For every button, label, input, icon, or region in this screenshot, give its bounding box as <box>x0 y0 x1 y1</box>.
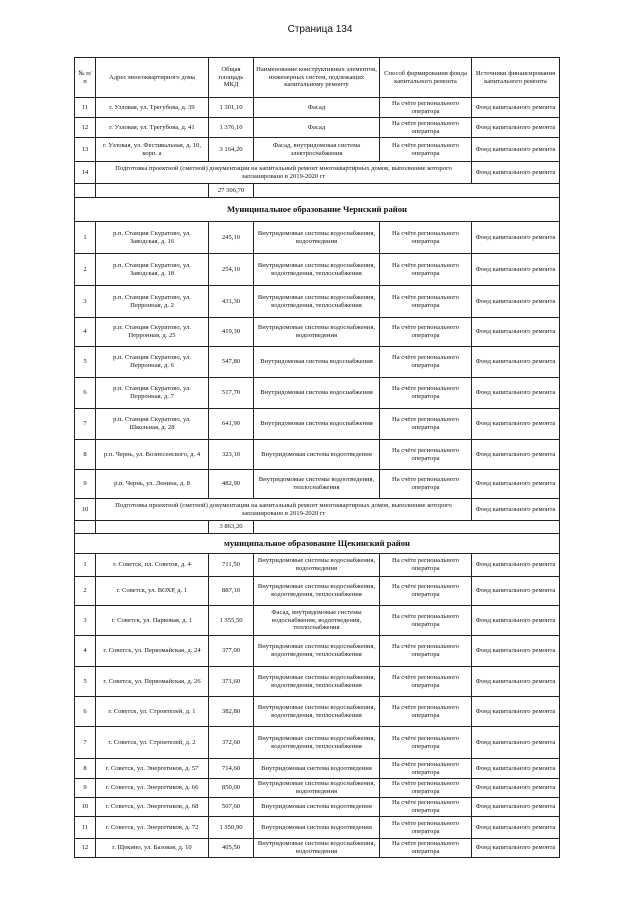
row-source: Фонд капитального ремонта <box>472 138 560 162</box>
row-works: Внутридомовая система водоотведения <box>254 440 380 470</box>
total-row <box>75 184 560 198</box>
section-title-row <box>75 198 560 222</box>
row-source: Фонд капитального ремонта <box>472 697 560 727</box>
row-address: г. Советск, ул. Энергетиков, д. 68 <box>96 798 209 817</box>
row-method: На счёте регионального оператора <box>380 118 472 138</box>
row-number: 12 <box>75 118 96 138</box>
row-source: Фонд капитального ремонта <box>472 798 560 817</box>
table-row <box>75 347 560 378</box>
row-source: Фонд капитального ремонта <box>472 162 560 184</box>
table-row <box>75 470 560 499</box>
table-row <box>75 286 560 318</box>
table-row <box>75 222 560 254</box>
row-works: Внутридомовая система водоотведения <box>254 817 380 839</box>
row-area: 547,80 <box>209 347 254 378</box>
row-area: 507,60 <box>209 798 254 817</box>
row-source: Фонд капитального ремонта <box>472 98 560 118</box>
row-source: Фонд капитального ремонта <box>472 440 560 470</box>
row-source: Фонд капитального ремонта <box>472 667 560 697</box>
table-row <box>75 779 560 798</box>
row-works: Внутридомовая система водоснабжения <box>254 378 380 409</box>
row-area: 482,90 <box>209 470 254 499</box>
row-method: На счёте регионального оператора <box>380 318 472 347</box>
row-works: Внутридомовая система водоотведения <box>254 798 380 817</box>
row-number: 4 <box>75 636 96 667</box>
row-works: Внутридомовые системы водоснабжения, водоотведения, теплоснабжения <box>254 727 380 759</box>
table-row <box>75 727 560 759</box>
row-source: Фонд капитального ремонта <box>472 817 560 839</box>
table-row <box>75 440 560 470</box>
table-row <box>75 378 560 409</box>
row-works: Фасад <box>254 118 380 138</box>
row-number: 6 <box>75 378 96 409</box>
row-method: На счёте регионального оператора <box>380 378 472 409</box>
row-number: 4 <box>75 318 96 347</box>
table-row <box>75 577 560 606</box>
row-method: На счёте регионального оператора <box>380 636 472 667</box>
col-header-area: Общая площадь МКД <box>209 58 254 98</box>
row-source: Фонд капитального ремонта <box>472 347 560 378</box>
row-number: 9 <box>75 779 96 798</box>
row-area: 405,50 <box>209 839 254 858</box>
row-source: Фонд капитального ремонта <box>472 554 560 577</box>
row-method: На счёте регионального оператора <box>380 759 472 779</box>
table-body <box>75 98 560 858</box>
row-method: На счёте регионального оператора <box>380 347 472 378</box>
design-docs-text: Подготовка проектной (сметной) документации на капитальный ремонт многоквартирных домов, выполнение которого запланировано в 2019-2020 гг <box>96 499 472 521</box>
page-label: Страница 134 <box>287 24 353 35</box>
capital-repair-table <box>74 57 560 858</box>
row-address: г. Узловая, ул. Трегубова, д. 41 <box>96 118 209 138</box>
row-works: Внутридомовая система водоотведения <box>254 759 380 779</box>
row-address: г. Советск, ул. Строителей, д. 2 <box>96 727 209 759</box>
row-area: 1 355,50 <box>209 606 254 636</box>
row-works: Внутридомовые системы водоснабжения, водоотведения, теплоснабжения <box>254 697 380 727</box>
total-area: 27 306,70 <box>209 184 254 198</box>
row-number: 1 <box>75 554 96 577</box>
row-area: 714,60 <box>209 759 254 779</box>
row-area: 323,10 <box>209 440 254 470</box>
row-method: На счёте регионального оператора <box>380 727 472 759</box>
row-source: Фонд капитального ремонта <box>472 577 560 606</box>
row-address: р.п. Станция Скуратово, ул. Перронная, д. 7 <box>96 378 209 409</box>
row-address: г. Советск, ул. ВОХР, д. 1 <box>96 577 209 606</box>
row-method: На счёте регионального оператора <box>380 667 472 697</box>
row-method: На счёте регионального оператора <box>380 798 472 817</box>
row-works: Внутридомовые системы водоснабжения, водоотведения <box>254 779 380 798</box>
row-works: Фасад, внутридомовая система электроснабжения <box>254 138 380 162</box>
row-address: р.п. Станция Скуратово, ул. Перронная, д. 2 <box>96 286 209 318</box>
row-source: Фонд капитального ремонта <box>472 759 560 779</box>
row-address: г. Советск, ул. Энергетиков, д. 66 <box>96 779 209 798</box>
total-area: 3 863,20 <box>209 521 254 534</box>
row-method: На счёте регионального оператора <box>380 138 472 162</box>
row-address: р.п. Станция Скуратово, ул. Заводская, д. 18 <box>96 254 209 286</box>
row-address: г. Узловая, ул. Трегубова, д. 39 <box>96 98 209 118</box>
row-area: 377,00 <box>209 636 254 667</box>
total-empty-address <box>96 521 209 534</box>
row-source: Фонд капитального ремонта <box>472 378 560 409</box>
row-works: Внутридомовые системы водоснабжения, водоотведения, теплоснабжения <box>254 286 380 318</box>
row-address: г. Советск, пл. Советов, д. 4 <box>96 554 209 577</box>
total-empty-rest <box>254 521 560 534</box>
total-row <box>75 521 560 534</box>
total-empty-num <box>75 184 96 198</box>
row-number: 8 <box>75 440 96 470</box>
row-method: На счёте регионального оператора <box>380 470 472 499</box>
row-works: Внутридомовые системы водоснабжения, водоотведения, теплоснабжения <box>254 577 380 606</box>
row-number: 11 <box>75 98 96 118</box>
row-method: На счёте регионального оператора <box>380 554 472 577</box>
row-number: 2 <box>75 577 96 606</box>
table-row <box>75 759 560 779</box>
total-empty-address <box>96 184 209 198</box>
table-row <box>75 606 560 636</box>
row-source: Фонд капитального ремонта <box>472 606 560 636</box>
row-works: Внутридомовые системы водоснабжения, водоотведения, теплоснабжения <box>254 636 380 667</box>
table-row <box>75 318 560 347</box>
row-number: 1 <box>75 222 96 254</box>
row-address: г. Советск, ул. Первомайская, д. 24 <box>96 636 209 667</box>
row-address: р.п. Станция Скуратово, ул. Перронная, д. 25 <box>96 318 209 347</box>
row-method: На счёте регионального оператора <box>380 606 472 636</box>
total-empty-rest <box>254 184 560 198</box>
row-works: Внутридомовые системы водоснабжения, водоотведения <box>254 222 380 254</box>
row-number: 5 <box>75 667 96 697</box>
row-works: Фасад, внутридомовые системы водоснабжения, водоотведения, теплоснабжения <box>254 606 380 636</box>
row-works: Внутридомовые системы водоснабжения, водоотведения, теплоснабжения <box>254 254 380 286</box>
row-number: 9 <box>75 470 96 499</box>
table-row <box>75 118 560 138</box>
row-number: 10 <box>75 798 96 817</box>
row-source: Фонд капитального ремонта <box>472 254 560 286</box>
row-method: На счёте регионального оператора <box>380 817 472 839</box>
row-source: Фонд капитального ремонта <box>472 636 560 667</box>
row-source: Фонд капитального ремонта <box>472 318 560 347</box>
table-row <box>75 697 560 727</box>
row-method: На счёте регионального оператора <box>380 409 472 440</box>
row-number: 14 <box>75 162 96 184</box>
table-row <box>75 98 560 118</box>
row-works: Внутридомовые системы водоснабжения, водоотведения <box>254 318 380 347</box>
row-area: 711,50 <box>209 554 254 577</box>
row-method: На счёте регионального оператора <box>380 254 472 286</box>
table-row <box>75 409 560 440</box>
row-area: 1 301,10 <box>209 98 254 118</box>
row-number: 10 <box>75 499 96 521</box>
row-area: 419,30 <box>209 318 254 347</box>
row-method: На счёте регионального оператора <box>380 98 472 118</box>
row-works: Внутридомовые системы водоснабжения, водоотведения, теплоснабжения <box>254 667 380 697</box>
row-address: г. Советск, ул. Энергетиков, д. 57 <box>96 759 209 779</box>
row-works: Внутридомовые системы водоотведения, теплоснабжения <box>254 470 380 499</box>
row-area: 371,60 <box>209 667 254 697</box>
row-address: г. Советск, ул. Энергетиков, д. 72 <box>96 817 209 839</box>
table-header-row <box>75 58 560 98</box>
row-works: Внутридомовые системы водоснабжения, водоотведения <box>254 554 380 577</box>
row-address: р.п. Станция Скуратово, ул. Заводская, д. 16 <box>96 222 209 254</box>
col-header-num: № п/п <box>75 58 96 98</box>
row-source: Фонд капитального ремонта <box>472 470 560 499</box>
row-source: Фонд капитального ремонта <box>472 779 560 798</box>
row-source: Фонд капитального ремонта <box>472 409 560 440</box>
row-method: На счёте регионального оператора <box>380 697 472 727</box>
row-area: 245,10 <box>209 222 254 254</box>
row-number: 8 <box>75 759 96 779</box>
row-works: Фасад <box>254 98 380 118</box>
row-address: р.п. Чернь, ул. Ленина, д. 8 <box>96 470 209 499</box>
row-number: 7 <box>75 409 96 440</box>
table-row <box>75 636 560 667</box>
design-docs-row <box>75 162 560 184</box>
col-header-works: Наименование конструктивных элементов, инженерных систем, подлежащих капитальному ремонту <box>254 58 380 98</box>
row-source: Фонд капитального ремонта <box>472 118 560 138</box>
row-area: 254,10 <box>209 254 254 286</box>
col-header-method: Способ формирования фонда капитального ремонта <box>380 58 472 98</box>
row-number: 13 <box>75 138 96 162</box>
row-area: 382,80 <box>209 697 254 727</box>
row-method: На счёте регионального оператора <box>380 779 472 798</box>
row-address: г. Щекино, ул. Базовая, д. 10 <box>96 839 209 858</box>
table-row <box>75 839 560 858</box>
row-source: Фонд капитального ремонта <box>472 839 560 858</box>
row-works: Внутридомовая система водоснабжения <box>254 409 380 440</box>
row-number: 5 <box>75 347 96 378</box>
row-area: 431,30 <box>209 286 254 318</box>
row-works: Внутридомовые системы водоснабжения, водоотведения <box>254 839 380 858</box>
section-title: муниципальное образование Щекинский район <box>75 534 560 554</box>
table-row <box>75 798 560 817</box>
row-number: 12 <box>75 839 96 858</box>
row-method: На счёте регионального оператора <box>380 440 472 470</box>
design-docs-text: Подготовка проектной (сметной) документации на капитальный ремонт многоквартирных домов, выполнение которого запланировано в 2019-2020 гг <box>96 162 472 184</box>
table-row <box>75 254 560 286</box>
row-address: р.п. Станция Скуратово, ул. Школьная, д. 28 <box>96 409 209 440</box>
row-area: 1 350,90 <box>209 817 254 839</box>
total-empty-num <box>75 521 96 534</box>
table-row <box>75 138 560 162</box>
section-title-row <box>75 534 560 554</box>
row-number: 7 <box>75 727 96 759</box>
row-area: 1 376,10 <box>209 118 254 138</box>
row-number: 6 <box>75 697 96 727</box>
row-number: 2 <box>75 254 96 286</box>
row-address: р.п. Чернь, ул. Вознесенского, д. 4 <box>96 440 209 470</box>
row-area: 850,00 <box>209 779 254 798</box>
row-method: На счёте регионального оператора <box>380 222 472 254</box>
row-address: г. Советск, ул. Строителей, д. 1 <box>96 697 209 727</box>
col-header-source: Источники финансирования капитального ремонта <box>472 58 560 98</box>
row-address: г. Советск, ул. Парковая, д. 1 <box>96 606 209 636</box>
row-area: 3 164,20 <box>209 138 254 162</box>
design-docs-row <box>75 499 560 521</box>
col-header-address: Адрес многоквартирного дома <box>96 58 209 98</box>
table-row <box>75 667 560 697</box>
row-source: Фонд капитального ремонта <box>472 727 560 759</box>
section-title: Муниципальное образование Чернский район <box>75 198 560 222</box>
row-works: Внутридомовая система водоснабжения <box>254 347 380 378</box>
row-source: Фонд капитального ремонта <box>472 499 560 521</box>
row-number: 3 <box>75 606 96 636</box>
table-row <box>75 554 560 577</box>
row-area: 372,60 <box>209 727 254 759</box>
row-address: р.п. Станция Скуратово, ул. Перронная, д. 6 <box>96 347 209 378</box>
row-area: 517,70 <box>209 378 254 409</box>
row-address: г. Советск, ул. Первомайская, д. 26 <box>96 667 209 697</box>
row-number: 3 <box>75 286 96 318</box>
row-area: 887,10 <box>209 577 254 606</box>
row-method: На счёте регионального оператора <box>380 286 472 318</box>
row-method: На счёте регионального оператора <box>380 839 472 858</box>
row-source: Фонд капитального ремонта <box>472 222 560 254</box>
row-source: Фонд капитального ремонта <box>472 286 560 318</box>
row-number: 11 <box>75 817 96 839</box>
row-method: На счёте регионального оператора <box>380 577 472 606</box>
row-address: г. Узловая, ул. Фестивальная, д. 10, корп. а <box>96 138 209 162</box>
row-area: 641,90 <box>209 409 254 440</box>
table-row <box>75 817 560 839</box>
